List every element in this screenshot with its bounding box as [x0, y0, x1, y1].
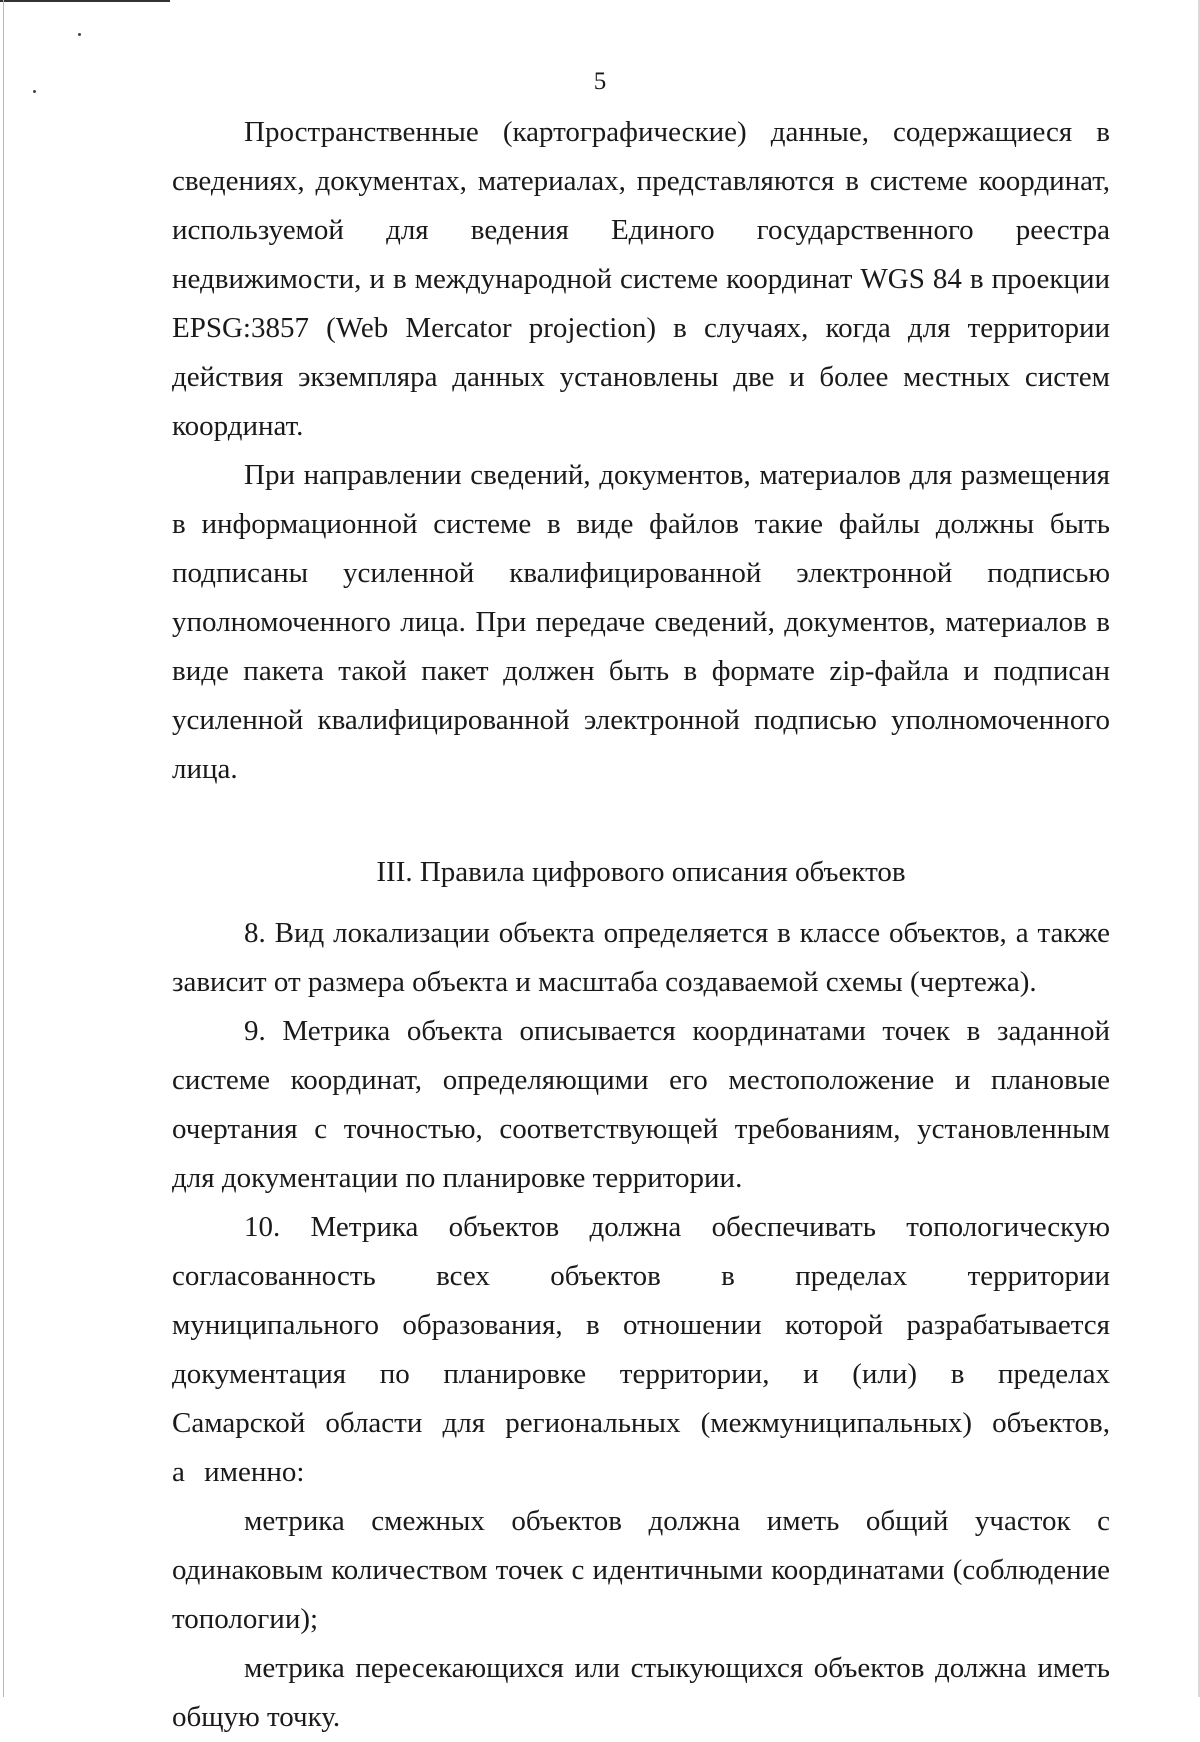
list-item: метрика смежных объектов должна иметь общий участок с одинаковым количеством точек с идентичными координатами (соблюдение топологии); [172, 1505, 1110, 1635]
scan-border-left [3, 0, 4, 1697]
paragraph: При направлении сведений, документов, материалов для размещения в информационной системе в виде файлов такие файлы должны быть подписаны усиленной квалифицированной электронной подписью уполномоченного лица. При передаче сведений, документов, материалов в виде пакета такой пакет должен быть в формате zip-файла и подписан усиленной квалифицированной электронной подписью уполномоченного лица. [172, 459, 1110, 785]
scan-speck [78, 33, 81, 36]
list-item: 8. Вид локализации объекта определяется в классе объектов, а также зависит от размера объекта и масштаба создаваемой схемы (чертежа). [172, 917, 1110, 998]
page-number: 5 [593, 68, 607, 95]
list-item: 9. Метрика объекта описывается координатами точек в заданной системе координат, определяющими его местоположение и плановые очертания с точностью, соответствующей требованиям, установленным для документации по планировке территории. [172, 1015, 1110, 1194]
list-item: метрика пересекающихся или стыкующихся объектов должна иметь общую точку. [172, 1652, 1110, 1733]
list-item: 10. Метрика объектов должна обеспечивать топологическую согласованность всех объектов в пределах территории муниципального образования, в отношении которой разрабатывается документация по планировке территории, и (или) в пределах Самарской области для региональных (межмуниципальных) объектов, а именно: [172, 1211, 1110, 1488]
document-body [172, 108, 1110, 1742]
section-heading: III. Правила цифрового описания объектов [376, 856, 906, 888]
scan-border-top [0, 0, 170, 2]
paragraph: Пространственные (картографические) данные, содержащиеся в сведениях, документах, материалах, представляются в системе координат, используемой для ведения Единого государственного реестра недвижимости, и в международной системе координат WGS 84 в проекции EPSG:3857 (Web Mercator projection) в случаях, когда для территории действия экземпляра данных установлены две и более местных систем координат. [172, 116, 1110, 442]
